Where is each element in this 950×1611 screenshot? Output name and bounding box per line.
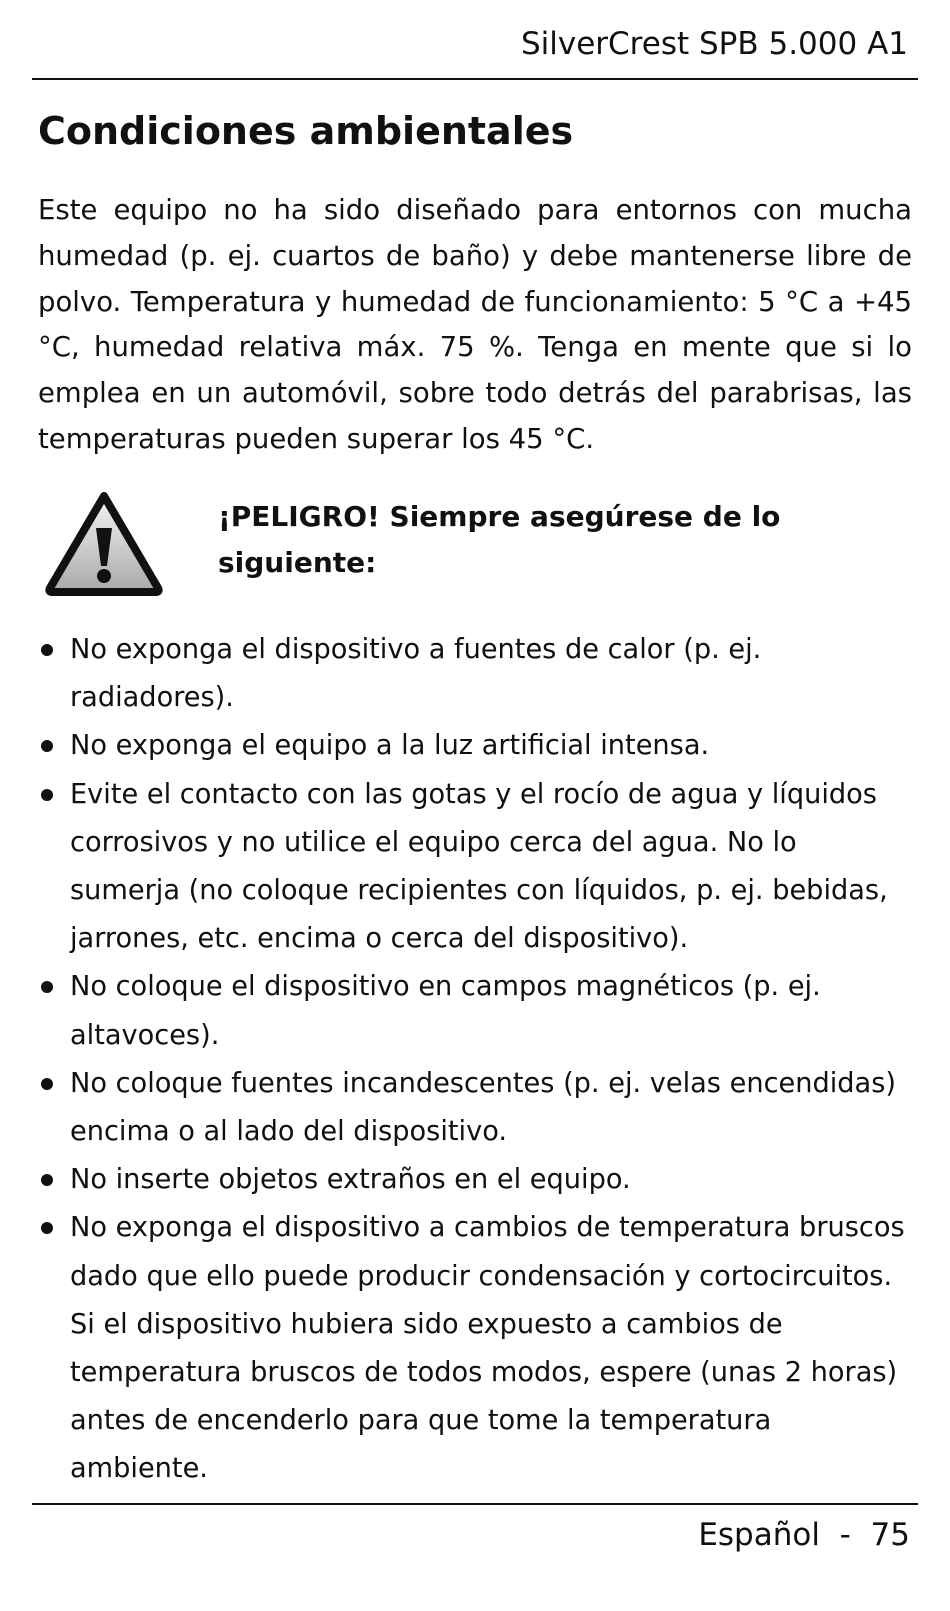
list-item xyxy=(38,1156,910,1204)
page-footer: Español - 75 xyxy=(698,1517,910,1553)
bullet-dot xyxy=(41,789,53,801)
bullet-dot xyxy=(41,981,53,993)
list-item-text: Evite el contacto con las gotas y el rocío de agua y líquidos corrosivos y no utilice el equipo cerca del agua. No lo sumerja (no coloque recipientes con líquidos, p. ej. bebidas, jarrones, etc. encima o cerca del dispositivo). xyxy=(70,778,888,955)
warning-heading: ¡PELIGRO! Siempre asegúrese de lo siguiente: xyxy=(218,500,781,579)
list-item xyxy=(38,1204,910,1493)
list-item-text: No exponga el equipo a la luz artificial intensa. xyxy=(70,730,710,762)
list-item xyxy=(38,1060,910,1156)
header-divider xyxy=(32,78,918,80)
precautions-list xyxy=(38,626,910,1494)
section-title: Condiciones ambientales xyxy=(38,109,574,153)
footer-divider xyxy=(32,1503,918,1505)
list-item-text: No coloque fuentes incandescentes (p. ej. velas encendidas) encima o al lado del dispositivo. xyxy=(70,1067,896,1148)
list-item xyxy=(38,963,910,1059)
bullet-dot xyxy=(41,1078,53,1090)
warning-triangle-icon xyxy=(44,490,164,596)
list-item xyxy=(38,626,910,722)
bullet-dot xyxy=(41,1222,53,1234)
header-product-name: SilverCrest SPB 5.000 A1 xyxy=(520,26,908,62)
list-item-text: No exponga el dispositivo a fuentes de calor (p. ej. radiadores). xyxy=(70,634,762,714)
bullet-dot xyxy=(41,644,53,656)
bullet-dot xyxy=(41,740,53,752)
bullet-dot xyxy=(41,1174,53,1186)
list-item-text: No exponga el dispositivo a cambios de temperatura bruscos dado que ello puede producir condensación y cortocircuitos. Si el dispositivo hubiera sido expuesto a cambios de temperatura bruscos de todos modos, espere (unas 2 horas) antes de encenderlo para que tome la temperatura ambiente. xyxy=(70,1212,905,1485)
list-item xyxy=(38,722,910,770)
list-item-text: No coloque el dispositivo en campos magnéticos (p. ej. altavoces). xyxy=(70,971,821,1051)
list-item-text: No inserte objetos extraños en el equipo. xyxy=(70,1164,631,1196)
list-item xyxy=(38,771,910,964)
intro-paragraph: Este equipo no ha sido diseñado para entornos con mucha humedad (p. ej. cuartos de baño) y debe mantenerse libre de polvo. Temperatura y humedad de funcionamiento: 5 °C a +45 °C, humedad relativa máx. 75 %. Tenga en mente que si lo emplea en un automóvil, sobre todo detrás del parabrisas, las temperaturas pueden superar los 45 °C. xyxy=(38,194,912,455)
